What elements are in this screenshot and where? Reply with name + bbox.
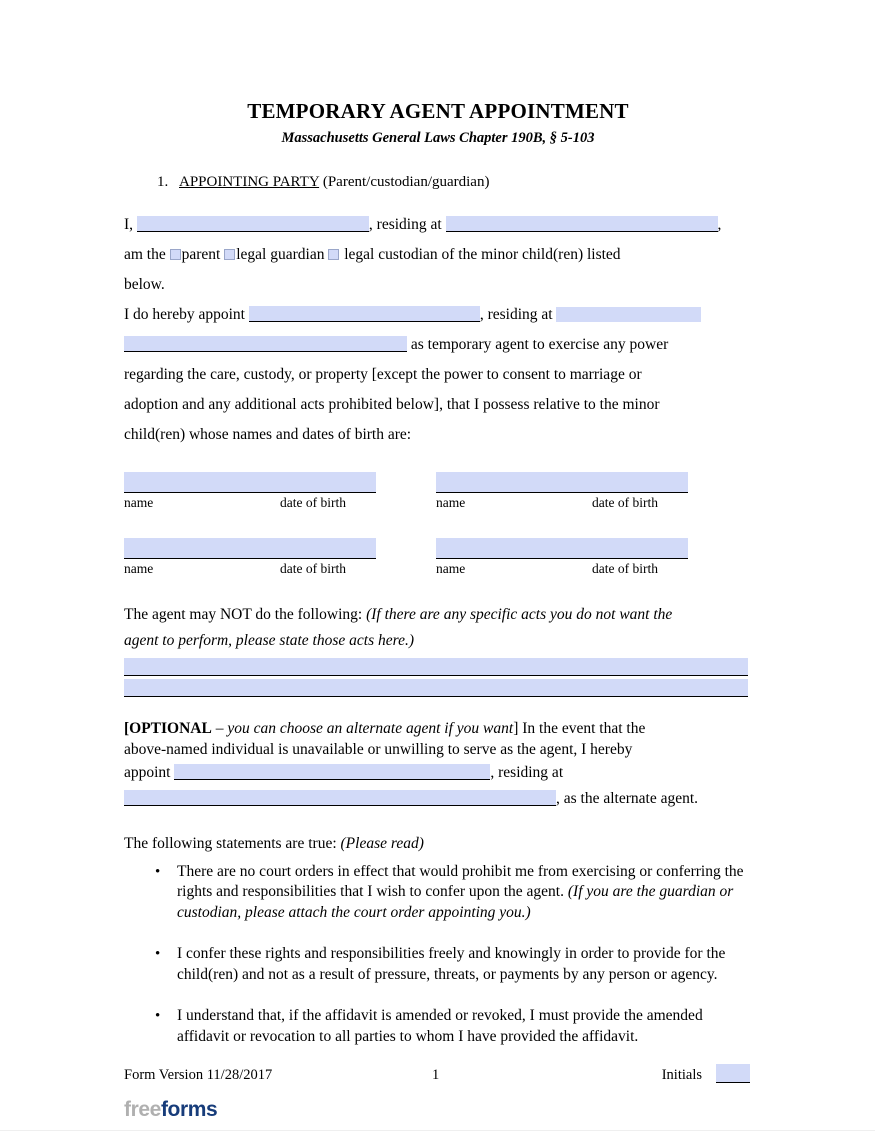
alternate-agent-name-field[interactable] [174, 764, 490, 780]
section-title: APPOINTING PARTY [179, 173, 320, 190]
appoint-agent-line [124, 300, 752, 330]
agent-name-field[interactable] [249, 306, 480, 322]
list-item [124, 944, 752, 985]
appointer-address-field[interactable] [446, 216, 718, 232]
child-name-label: name [436, 560, 466, 576]
child-entry [436, 538, 688, 578]
restrictions-heading-note: (If there are any specific acts you do not want the [366, 605, 673, 623]
child-dob-label: date of birth [280, 560, 346, 576]
optional-text-1: In the event that the [518, 719, 646, 737]
restrictions-heading [124, 600, 752, 630]
line2-suffix: of the minor child(ren) listed [441, 245, 621, 263]
optional-line-3 [124, 760, 752, 786]
optional-label: [OPTIONAL [124, 719, 212, 737]
child-4-field[interactable] [436, 538, 688, 559]
appointing-party-line-3: below. [124, 275, 165, 293]
optional-line-1 [124, 718, 752, 739]
child-4-labels [436, 559, 688, 578]
powers-text-1: as temporary agent to exercise any power [410, 335, 669, 353]
appointing-party-line-2 [124, 240, 752, 270]
initials-field[interactable] [716, 1064, 750, 1083]
child-entry [436, 472, 688, 512]
appoint-label: I do hereby appoint [124, 305, 245, 323]
restrictions-inputs [124, 658, 752, 697]
powers-text-line-2: regarding the care, custody, or property [except the power to consent to marriage or [124, 365, 642, 383]
bullet-icon: • [155, 863, 161, 880]
child-name-label: name [124, 560, 154, 576]
residing-at-label-2: , residing at [479, 305, 553, 323]
child-dob-label: date of birth [592, 560, 658, 576]
checkbox-parent[interactable] [170, 249, 181, 260]
child-dob-label: date of birth [280, 494, 346, 510]
optional-appoint-label: appoint [124, 763, 171, 781]
checkbox-legal-guardian-label: legal guardian [236, 245, 325, 263]
logo-part-free: free [124, 1098, 161, 1121]
restrictions-heading-text: The agent may NOT do the following: [124, 605, 363, 623]
children-row [124, 472, 752, 512]
child-1-field[interactable] [124, 472, 376, 493]
optional-label-close: ] [513, 719, 519, 737]
section-subtitle: (Parent/custodian/guardian) [319, 173, 490, 190]
child-3-labels [124, 559, 376, 578]
child-2-labels [436, 493, 688, 512]
statements-list [124, 862, 752, 1048]
statements-heading-note: (Please read) [340, 834, 424, 852]
checkbox-legal-custodian[interactable] [328, 249, 339, 260]
freeforms-logo [124, 1098, 217, 1122]
page-subtitle: Massachusetts General Laws Chapter 190B, § 5-103 [281, 130, 595, 146]
i-label: I, [124, 215, 134, 233]
statement-text: I confer these rights and responsibilities freely and knowingly in order to provide for the child(ren) and not as a result of pressure, threats, or payments by any person or agency. [177, 945, 726, 983]
document-content [124, 0, 752, 1047]
agent-address-continuation-line [124, 330, 752, 360]
statement-text: I understand that, if the affidavit is amended or revoked, I must provide the amended affidavit or revocation to all parties to whom I have provided the affidavit. [177, 1007, 703, 1045]
restrictions-field-2[interactable] [124, 679, 748, 697]
statements-heading [124, 833, 752, 854]
appointing-party-line-1 [124, 210, 752, 240]
agent-address-field-2[interactable] [124, 336, 407, 352]
bullet-icon: • [155, 1008, 161, 1024]
section-number: 1. [157, 173, 169, 190]
checkbox-parent-label: parent [181, 245, 221, 263]
optional-residing-at-label: , residing at [490, 763, 564, 781]
list-item [124, 862, 752, 924]
bullet-icon: • [155, 946, 161, 962]
child-entry [124, 472, 376, 512]
child-name-label: name [124, 494, 154, 510]
page-title: TEMPORARY AGENT APPOINTMENT [247, 99, 629, 123]
appointer-name-field[interactable] [137, 216, 369, 232]
child-1-labels [124, 493, 376, 512]
section-1-heading [124, 146, 752, 190]
optional-block [124, 718, 752, 812]
footer-row [124, 1066, 752, 1086]
child-3-field[interactable] [124, 538, 376, 559]
statement-text: There are no court orders in effect that would prohibit me from exercising or conferring the rights and responsibilities that I wish to confer upon the agent. [177, 862, 744, 900]
optional-note: – you can choose an alternate agent if you want [211, 719, 514, 737]
logo-part-forms: forms [160, 1098, 218, 1121]
page-number: 1 [432, 1067, 440, 1083]
residing-at-label-1: , residing at [368, 215, 442, 233]
line1-comma: , [717, 215, 722, 233]
list-item [124, 1006, 752, 1047]
am-the-label: am the [124, 245, 166, 263]
form-version: Form Version 11/28/2017 [124, 1067, 273, 1083]
alternate-agent-address-field[interactable] [124, 790, 556, 806]
child-name-label: name [436, 494, 466, 510]
agent-address-field[interactable] [556, 307, 701, 322]
restrictions-heading-note-2: agent to perform, please state those acts here.) [124, 631, 414, 649]
optional-line-2: above-named individual is unavailable or unwilling to serve as the agent, I hereby [124, 740, 633, 758]
optional-line-4 [124, 786, 752, 812]
checkbox-legal-custodian-label: legal custodian [344, 245, 438, 263]
child-2-field[interactable] [436, 472, 688, 493]
child-dob-label: date of birth [592, 494, 658, 510]
restrictions-heading-line-2 [124, 630, 752, 652]
restrictions-field-1[interactable] [124, 658, 748, 676]
page-footer [124, 1066, 752, 1086]
statement-note: (If you are the guardian or custodian, please attach the court order appointing you.) [177, 883, 734, 921]
statements-heading-text: The following statements are true: [124, 834, 337, 852]
children-row [124, 538, 752, 578]
initials-label: Initials [661, 1067, 702, 1083]
optional-text-5: , as the alternate agent. [556, 789, 699, 807]
child-entry [124, 538, 376, 578]
checkbox-legal-guardian[interactable] [224, 249, 235, 260]
powers-text-line-3: adoption and any additional acts prohibited below], that I possess relative to the minor [124, 395, 660, 413]
powers-text-line-4: child(ren) whose names and dates of birth are: [124, 425, 412, 443]
children-grid [124, 472, 752, 578]
